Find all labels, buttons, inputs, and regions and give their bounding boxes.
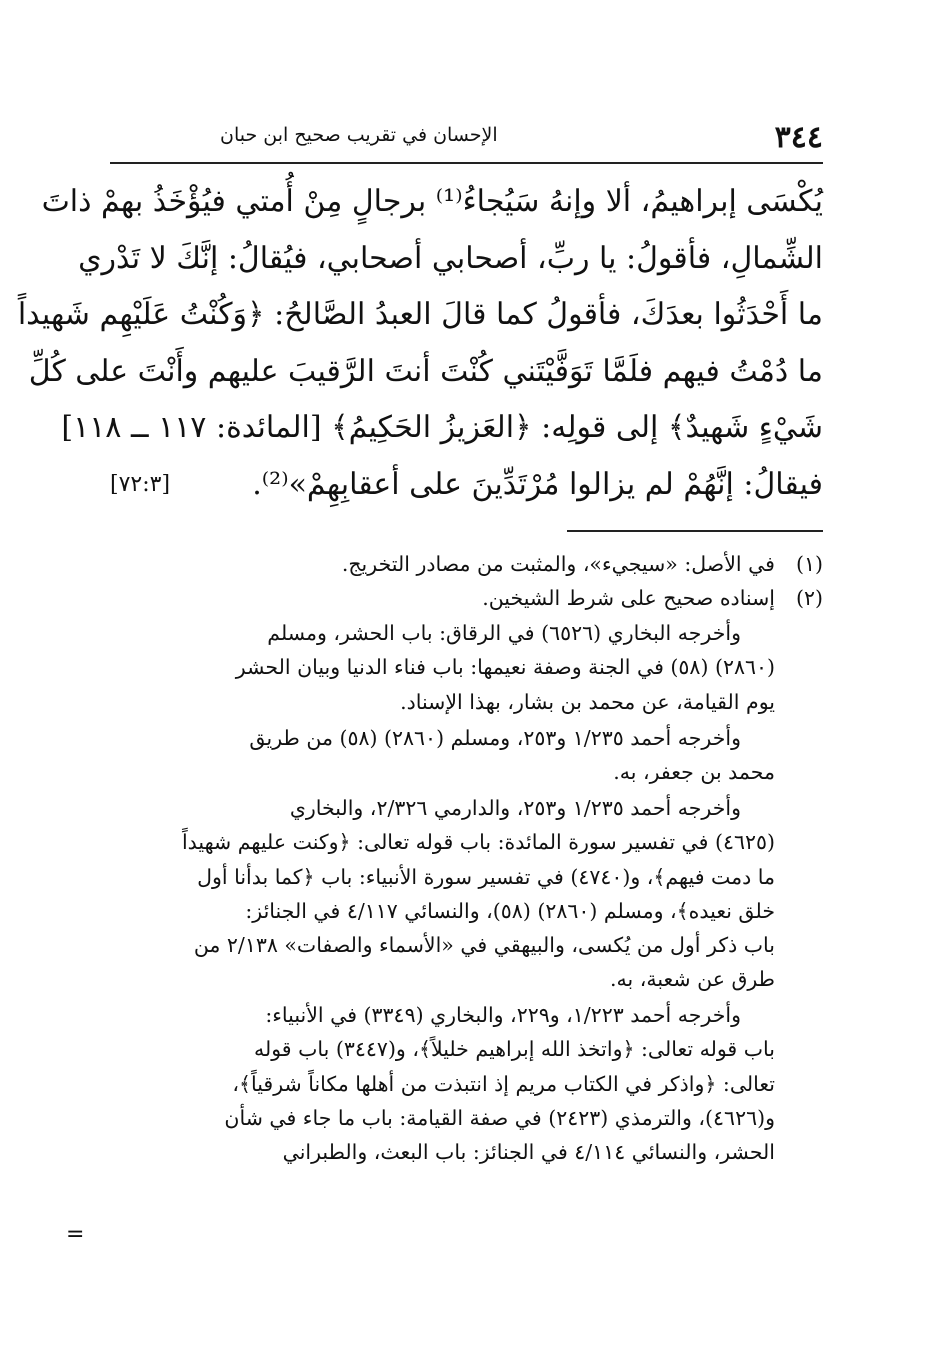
footnote-line: خلق نعيده﴾، ومسلم (٢٨٦٠) (٥٨)، والنسائي ٤/١١٧ في الجنائز: xyxy=(245,898,775,923)
footnote-separator xyxy=(567,530,823,532)
footnote-line: و(٤٦٢٦)، والترمذي (٢٤٢٣) في صفة القيامة: باب ما جاء في شأن xyxy=(224,1105,775,1130)
footnote-line: باب قوله تعالى: ﴿واتخذ الله إبراهيم خليلاً﴾، و(٣٤٤٧) باب قوله xyxy=(253,1037,775,1062)
page-header xyxy=(110,112,823,164)
footnote-2 xyxy=(110,582,823,616)
footnote-line: يوم القيامة، عن محمد بن بشار، بهذا الإسناد. xyxy=(400,689,775,714)
footnote-paragraph xyxy=(110,722,823,790)
footnote-line: الحشر، والنسائي ٤/١١٤ في الجنائز: باب البعث، والطبراني xyxy=(282,1140,775,1164)
main-text-line-content: فيقالُ: إنَّهُمْ لم يزالوا مُرْتَدِّينَ على أعقابِهِمْ»⁽²⁾. xyxy=(252,466,823,502)
main-text-line: ما أَحْدَثُوا بعدَكَ، فأقولُ كما قالَ العبدُ الصَّالحُ: ﴿وَكُنْتُ عَلَيْهِم شَهيداً xyxy=(17,297,823,332)
footnote-1 xyxy=(110,548,823,582)
continuation-mark: = xyxy=(66,1222,85,1247)
footnote-line: وأخرجه أحمد ١/٢٢٣، و٢٢٩، والبخاري (٣٣٤٩) في الأنبياء: xyxy=(265,1003,741,1028)
footnote-line: طرق عن شعبة، به. xyxy=(610,967,775,992)
footnote-line: تعالى: ﴿واذكر في الكتاب مريم إذ انتبذت من أهلها مكاناً شرقياً﴾، xyxy=(232,1071,775,1096)
footnote-line: (٤٦٢٥) في تفسير سورة المائدة: باب قوله تعالى: ﴿وكنت عليهم شهيداً xyxy=(181,830,775,855)
footnote-line: (٢٨٦٠) (٥٨) في الجنة وصفة نعيمها: باب فناء الدنيا وبيان الحشر xyxy=(235,655,775,680)
main-text-line: ما دُمْتُ فيهم فلَمَّا تَوَفَّيْتَني كُنْتَ أنتَ الرَّقيبَ عليهم وأَنْتَ على كُلِّ xyxy=(28,353,823,389)
footnote-number: (٢) xyxy=(795,585,823,610)
footnote-number: (١) xyxy=(795,552,823,576)
footnotes xyxy=(110,548,823,1170)
footnote-line: وأخرجه أحمد ١/٢٣٥ و٢٥٣، والدارمي ٢/٣٢٦، والبخاري xyxy=(289,796,741,821)
footnote-line: محمد بن جعفر، به. xyxy=(613,759,775,784)
footnote-text: إسناده صحيح على شرط الشيخين. xyxy=(482,585,775,610)
footnote-text: في الأصل: «سيجيء»، والمثبت من مصادر التخريج. xyxy=(341,552,775,576)
footnote-paragraph xyxy=(110,999,823,1170)
hadith-reference: [٧٢:٣] xyxy=(110,471,171,497)
footnote-paragraph xyxy=(110,792,823,997)
main-text-line: الشِّمالِ، فأقولُ: يا ربِّ، أصحابي أصحابي، فيُقالُ: إنَّكَ لا تَدْري xyxy=(78,240,823,276)
footnote-paragraph xyxy=(110,617,823,720)
footnote-line: وأخرجه أحمد ١/٢٣٥ و٢٥٣، ومسلم (٢٨٦٠) (٥٨) من طريق xyxy=(249,725,741,750)
footnote-line: ما دمت فيهم﴾، و(٤٧٤٠) في تفسير سورة الأنبياء: باب ﴿كما بدأنا أول xyxy=(197,864,775,889)
main-text-line: يُكْسَى إبراهيمُ، ألا وإنهُ سَيُجاءُ⁽¹⁾ برجالٍ مِنْ أُمتي فيُؤْخَذُ بهمْ ذاتَ xyxy=(41,184,823,219)
main-text xyxy=(17,174,823,513)
main-text-line: شَيْءٍ شَهيدٌ﴾ إلى قولِه: ﴿العَزيزُ الحَكِيمُ﴾ [المائدة: ١١٧ ــ ١١٨] xyxy=(61,410,823,445)
main-text-line-last xyxy=(110,457,823,514)
page-number: ٣٤٤ xyxy=(774,120,823,155)
footnote-line: وأخرجه البخاري (٦٥٢٦) في الرقاق: باب الحشر، ومسلم xyxy=(267,621,741,646)
footnote-line: باب ذكر أول من يُكسى، والبيهقي في «الأسماء والصفات» ٢/١٣٨ من xyxy=(193,932,775,957)
running-title: الإحسان في تقريب صحيح ابن حبان xyxy=(220,124,498,146)
